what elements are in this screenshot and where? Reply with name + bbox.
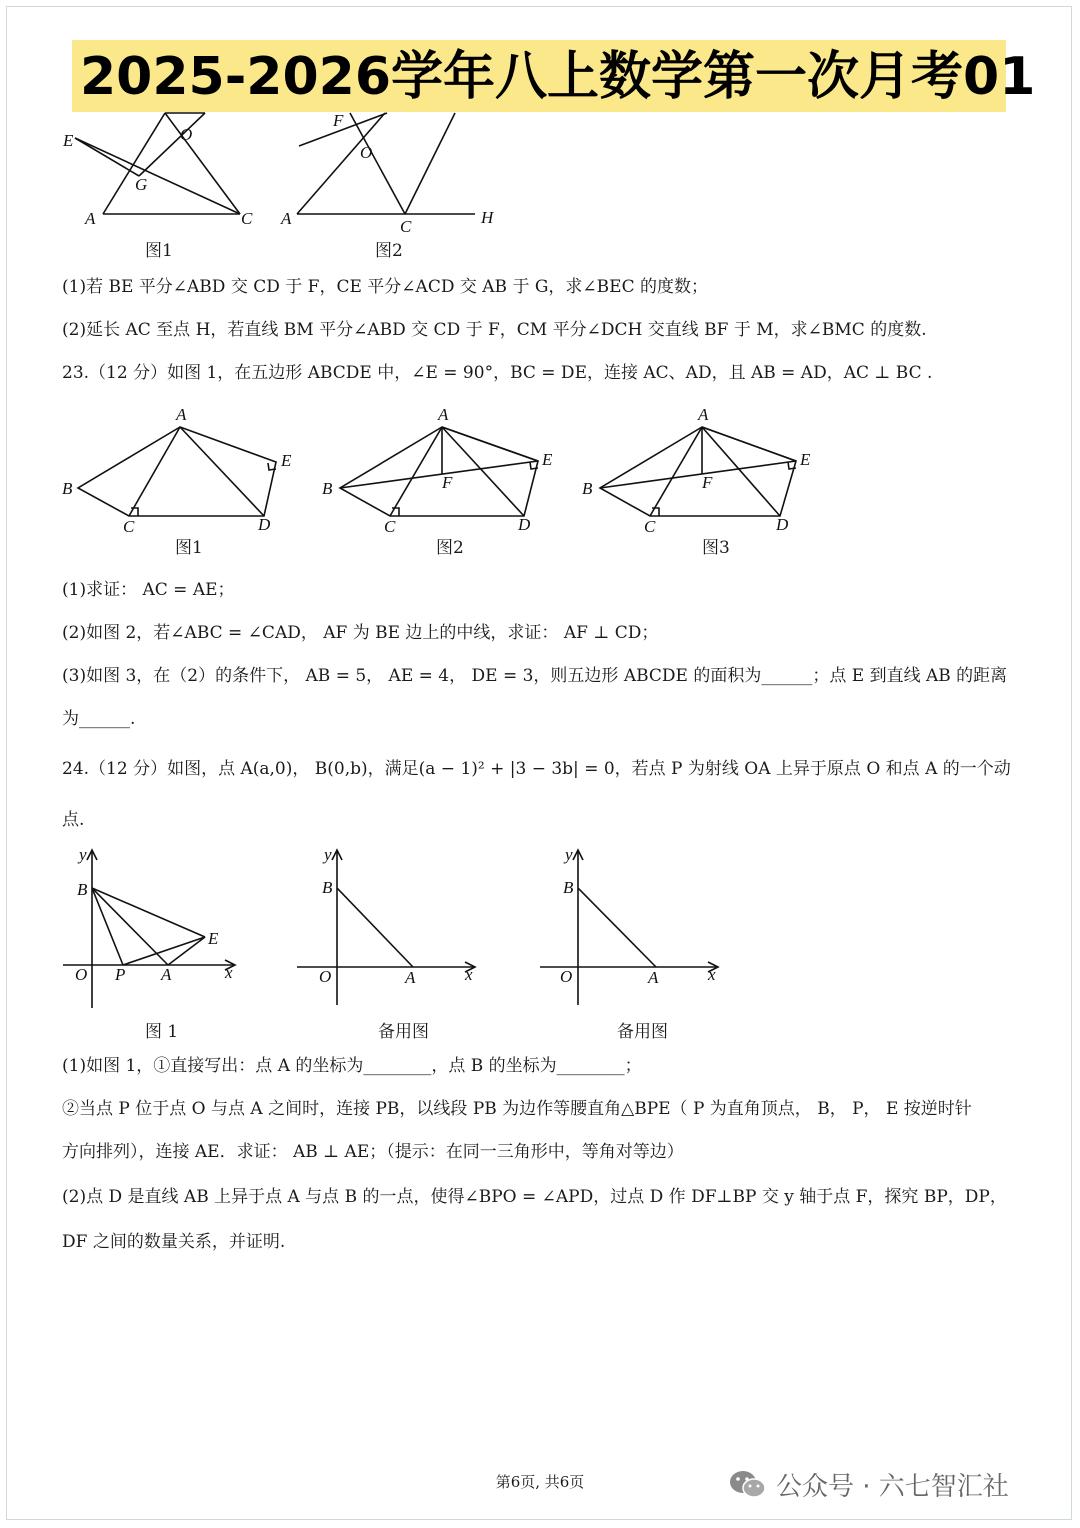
q24-stem-line2: 点. [62,810,85,830]
q24-fig2-label-O: O [319,967,332,986]
q23-fig1-label-E: E [281,451,292,470]
q23-fig2-label-C: C [384,517,396,534]
q24-fig3-caption: 备用图 [617,1022,668,1042]
q23-fig3-label-D: D [776,515,789,534]
q22-fig2-caption: 图2 [375,241,403,261]
q24-figure-1 [55,840,245,1015]
q24-part2-line2: DF 之间的数量关系，并证明. [62,1232,286,1252]
q24-fig3-label-A: A [648,968,659,987]
q24-part1-line1: (1)如图 1，①直接写出：点 A 的坐标为________，点 B 的坐标为________； [62,1056,642,1076]
q22-figure-2 [275,108,525,233]
q22-fig2-label-C: C [400,217,412,233]
q24-fig1-label-x: x [225,963,233,982]
q23-figure-2 [318,402,568,534]
q22-fig1-label-E: E [63,131,74,150]
q23-fig2-label-A: A [438,405,449,424]
q23-fig2-caption: 图2 [436,538,464,558]
q23-stem: 23.（12 分）如图 1，在五边形 ABCDE 中，∠E = 90°，BC = DE，连接 AC、AD，且 AB = AD，AC ⊥ BC . [62,363,933,383]
q24-part1-line2: ②当点 P 位于点 O 与点 A 之间时，连接 PB，以线段 PB 为边作等腰直角△BPE（ P 为直角顶点， B， P， E 按逆时针 [62,1099,972,1119]
q24-fig1-label-B: B [77,880,88,899]
q24-fig3-label-y: y [565,845,573,864]
q23-fig3-label-B: B [582,479,593,498]
q24-stem-line1: 24.（12 分）如图，点 A(a,0)， B(0,b)，满足(a − 1)² + |3 − 3b| = 0，若点 P 为射线 OA 上异于原点 O 和点 A 的一个动 [62,759,1011,779]
q22-part2: (2)延长 AC 至点 H，若直线 BM 平分∠ABD 交 CD 于 F，CM 平分∠DCH 交直线 BF 于 M，求∠BMC 的度数. [62,320,927,340]
q23-fig2-label-B: B [322,479,333,498]
q24-figure-3 [538,840,728,1015]
q22-fig1-label-A: A [85,209,96,228]
q24-fig3-label-B: B [563,878,574,897]
q23-fig3-label-F: F [702,473,713,492]
q24-fig2-label-B: B [322,878,333,897]
page-number: 第6页, 共6页 [495,1473,585,1491]
q22-fig2-label-O: O [360,143,373,162]
q23-part1: (1)求证： AC = AE； [62,580,235,600]
page-title: 2025-2026学年八上数学第一次月考01 [80,47,1036,107]
wechat-icon [728,1468,768,1502]
q23-part3-line1: (3)如图 3，在（2）的条件下， AB = 5， AE = 4， DE = 3，则五边形 ABCDE 的面积为______；点 E 到直线 AB 的距离 [62,666,1008,686]
q24-part1-line3: 方向排列），连接 AE．求证： AB ⊥ AE；（提示：在同一三角形中，等角对等边） [62,1142,684,1162]
q23-part3-line2: 为______. [62,709,136,729]
q23-fig3-label-E: E [800,450,811,469]
q24-fig2-label-x: x [465,965,473,984]
q22-fig2-label-H: H [481,208,494,227]
q22-fig2-label-F: F [333,111,344,130]
q24-fig1-label-A: A [161,965,172,984]
q24-fig1-label-E: E [208,929,219,948]
q23-fig2-label-D: D [518,515,531,534]
q23-fig1-label-D: D [258,515,271,534]
q23-fig1-label-B: B [62,479,73,498]
q24-fig2-label-y: y [324,845,332,864]
q24-fig2-label-A: A [405,968,416,987]
q23-fig3-caption: 图3 [702,538,730,558]
q23-fig1-label-C: C [123,517,135,534]
q23-fig1-caption: 图1 [175,538,203,558]
q23-figure-3 [578,402,828,534]
q23-fig3-label-A: A [698,405,709,424]
q24-fig1-label-y: y [79,845,87,864]
q22-fig1-caption: 图1 [145,241,173,261]
q23-figure-1 [58,402,308,534]
q23-fig3-label-C: C [644,517,656,534]
q24-fig1-label-O: O [75,965,88,984]
q23-part2: (2)如图 2，若∠ABC = ∠CAD， AF 为 BE 边上的中线，求证： AF ⊥ CD； [62,623,659,643]
q24-figure-2 [295,840,485,1015]
q22-fig1-label-O: O [180,125,193,144]
q24-part2-line1: (2)点 D 是直线 AB 上异于点 A 与点 B 的一点，使得∠BPO = ∠APD，过点 D 作 DF⊥BP 交 y 轴于点 F，探究 BP，DP， [62,1187,1007,1207]
q22-fig1-label-G: G [135,175,148,194]
watermark-text: 公众号 · 六七智汇社 [776,1472,1009,1502]
q23-fig1-label-A: A [176,405,187,424]
q22-fig2-label-A: A [281,209,292,228]
q24-fig3-label-O: O [560,967,573,986]
q24-fig1-caption: 图 1 [145,1022,179,1042]
q24-fig3-label-x: x [708,965,716,984]
q22-figure-1 [55,108,275,233]
q23-fig2-label-E: E [542,450,553,469]
q23-fig2-label-F: F [442,473,453,492]
q22-part1: (1)若 BE 平分∠ABD 交 CD 于 F，CE 平分∠ACD 交 AB 于 G，求∠BEC 的度数； [62,277,708,297]
q24-fig1-label-P: P [115,965,126,984]
q24-fig2-caption: 备用图 [378,1022,429,1042]
q22-fig1-label-C: C [241,209,253,228]
